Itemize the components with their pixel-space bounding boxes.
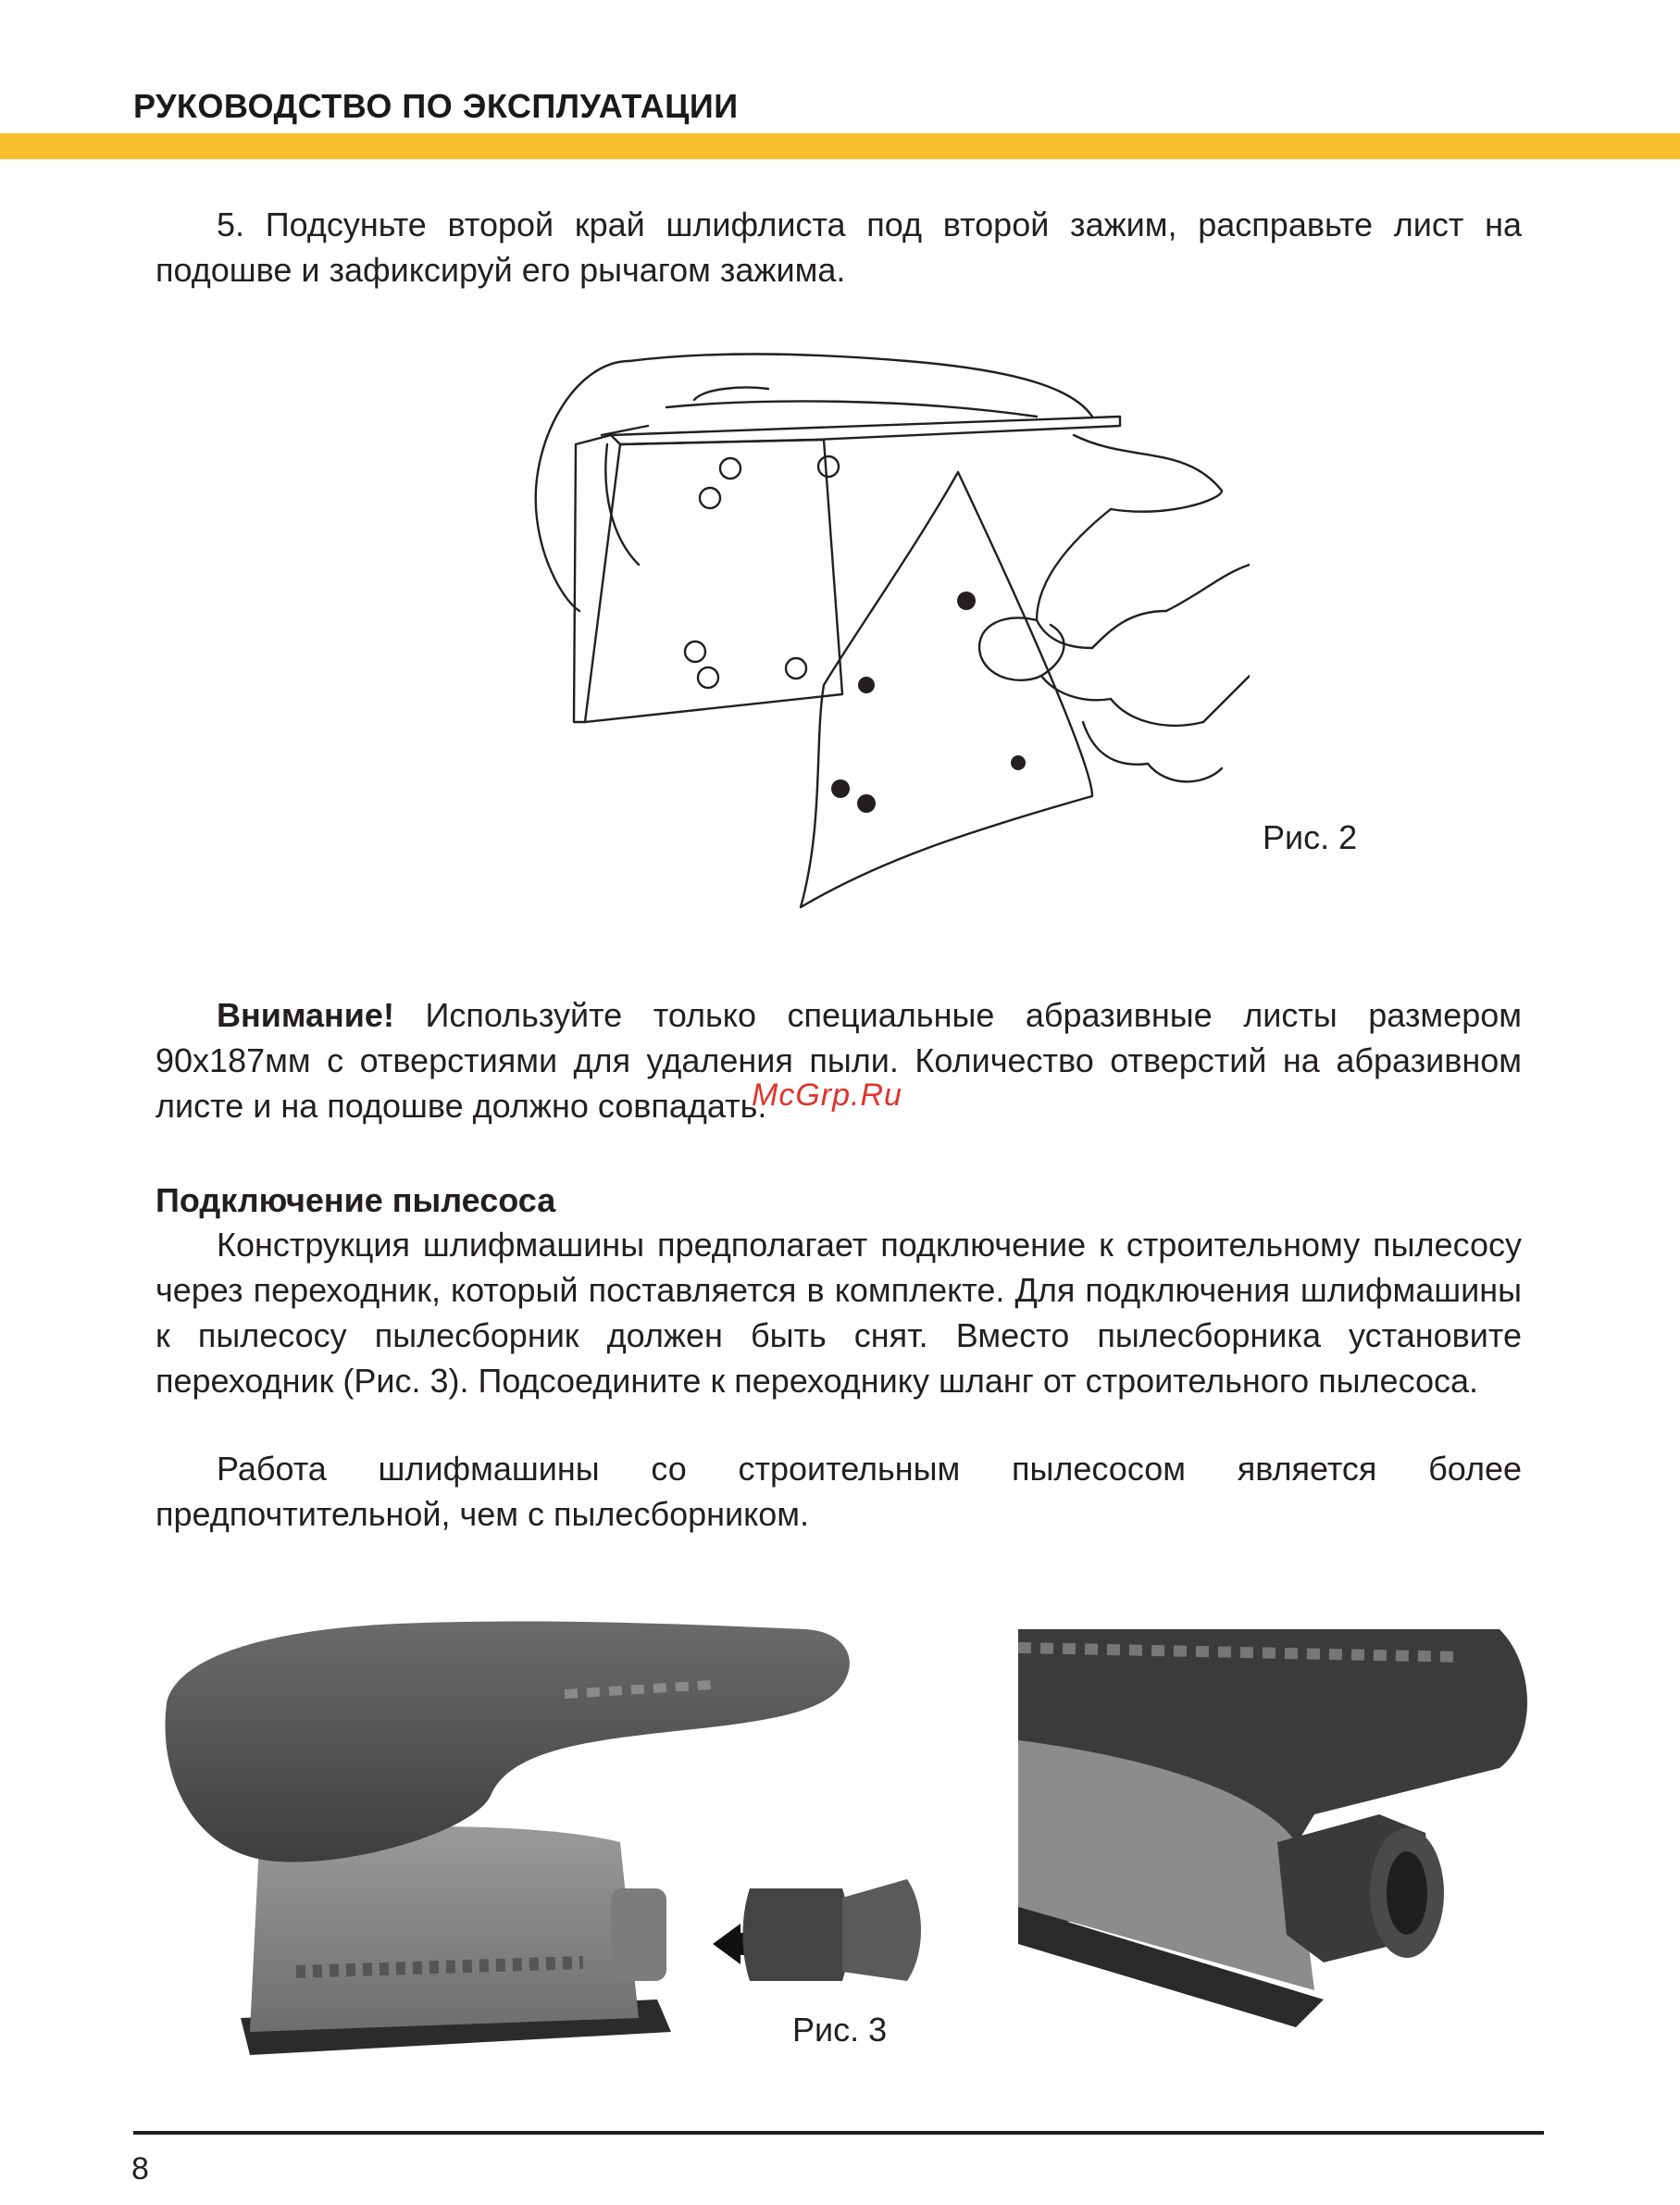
warning-text: Используйте только специальные абразивные листы размером 90х187мм с отверстиями для удаления пыли. Количество отверстий на абразивном листе и на подошве должно совпадать.: [156, 996, 1522, 1125]
footer-rule: [133, 2131, 1544, 2135]
figure-2-drawing: [518, 333, 1250, 926]
header-accent-bar: [0, 133, 1680, 159]
figure-3-right-photo: [1018, 1629, 1537, 2037]
figure-2-caption: Рис. 2: [1263, 818, 1358, 856]
section-heading: Подключение пылесоса: [156, 1181, 556, 1219]
vacuum-paragraph-2: Работа шлифмашины со строительным пылесосом является более предпочтительной, чем с пылесборником.: [156, 1450, 1522, 1533]
sander-pad: [585, 440, 842, 722]
warning-label: Внимание!: [217, 996, 394, 1034]
vacuum-adapter: [743, 1888, 850, 1981]
hand-outline: [1074, 435, 1222, 512]
step-5-paragraph: 5. Подсуньте второй край шлифлиста под второй зажим, расправьте лист на подошве и зафиксируй его рычагом зажима.: [156, 206, 1522, 289]
sander-handle: [165, 1622, 849, 1862]
watermark: McGrp.Ru: [752, 1078, 902, 1113]
sanding-sheet: [801, 472, 1092, 907]
vacuum-paragraph-1: Конструкция шлифмашины предполагает подключение к строительному пылесосу через переходник, который поставляется в комплекте. Для подключения шлифмашины к пылесосу пылесборник должен быть снят. Вместо пылесборника установите переходник (Рис. 3). Подсоедините к переходнику шланг от строительного пылесоса.: [156, 1226, 1522, 1400]
sander-base-plate: [611, 417, 1120, 444]
page-header-title: РУКОВОДСТВО ПО ЭКСПЛУАТАЦИИ: [133, 87, 739, 125]
figure-3-caption: Рис. 3: [792, 2011, 888, 2049]
page-number: 8: [131, 2151, 149, 2186]
